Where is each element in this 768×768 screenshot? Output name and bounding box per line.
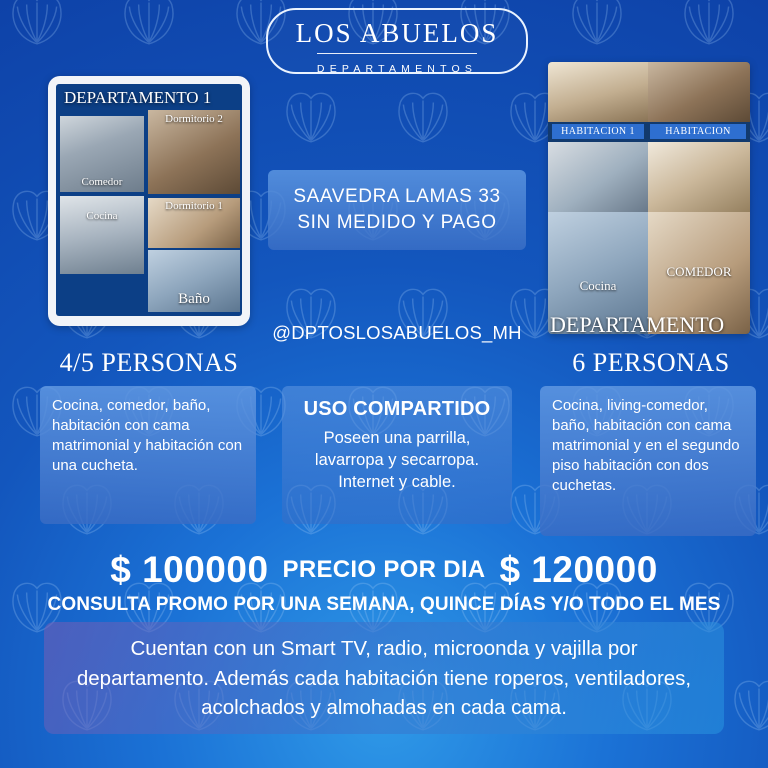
instagram-handle[interactable]: @DPTOSLOSABUELOS_MH <box>272 322 522 343</box>
shell-ornament-icon <box>728 676 768 734</box>
photo-room-mid-left <box>548 142 648 212</box>
photo-dormitorio-1 <box>148 198 240 248</box>
photo-caption: Baño <box>178 291 210 307</box>
shared-use-body: Poseen una parrilla, lavarropa y secarropa. Internet y cable. <box>314 428 480 492</box>
photo-room-upper-left <box>548 62 648 122</box>
price-label: PRECIO POR DIA <box>282 556 486 583</box>
shared-use-panel <box>282 386 512 524</box>
capacity-right: 6 PERSONAS <box>572 348 730 377</box>
logo-divider <box>317 53 477 54</box>
price-left: $ 100000 <box>110 549 269 590</box>
photo-room-upper-right <box>648 62 750 122</box>
apartment-2-collage <box>548 62 750 334</box>
photo-caption: COMEDOR <box>666 264 732 279</box>
brand-logo <box>266 8 528 74</box>
photo-bano <box>148 250 240 312</box>
photo-comedor <box>60 116 144 192</box>
photo-cocina <box>60 196 144 274</box>
apartment-2-title: DEPARTAMENTO <box>550 312 725 334</box>
amenities-right-panel: Cocina, living-comedor, baño, habitación con cama matrimonial y en el segundo piso habitación con dos cuchetas. <box>540 386 756 536</box>
photo-room-mid-right <box>648 142 750 212</box>
photo-caption: Comedor <box>81 176 123 188</box>
brand-title: LOS ABUELOS <box>295 18 499 48</box>
shell-ornament-icon <box>118 0 180 48</box>
label-habitacion-1: HABITACION 1 <box>552 124 644 139</box>
photo-caption: Cocina <box>86 210 118 222</box>
photo-caption: Dormitorio 2 <box>165 113 223 125</box>
price-row <box>0 548 768 592</box>
shell-ornament-icon <box>678 0 740 48</box>
price-right: $ 120000 <box>499 549 658 590</box>
address-line-1: SAAVEDRA LAMAS 33 <box>293 186 501 207</box>
address-panel <box>268 170 526 250</box>
shell-ornament-icon <box>6 0 68 48</box>
brand-subtitle: DEPARTAMENTOS <box>316 63 478 75</box>
apartment-1-collage <box>56 84 242 316</box>
label-habitacion-2: HABITACION <box>650 124 746 139</box>
apartment-1-title: DEPARTAMENTO 1 <box>64 88 212 107</box>
amenities-left-panel: Cocina, comedor, baño, habitación con cama matrimonial y habitación con una cucheta. <box>40 386 256 524</box>
shell-ornament-icon <box>392 88 454 146</box>
address-line-2: SIN MEDIDO Y PAGO <box>297 212 497 233</box>
promo-text: CONSULTA PROMO POR UNA SEMANA, QUINCE DÍAS Y/O TODO EL MES <box>47 594 721 615</box>
shell-ornament-icon <box>280 88 342 146</box>
shell-ornament-icon <box>566 0 628 48</box>
capacity-left: 4/5 PERSONAS <box>59 348 239 377</box>
bottom-note-panel: Cuentan con un Smart TV, radio, microonda y vajilla por departamento. Además cada habitación tiene roperos, ventiladores, acolchados y almohadas en cada cama. <box>44 622 724 734</box>
apartment-2-photo-card <box>548 62 750 334</box>
apartment-1-photo-card <box>48 76 250 326</box>
shared-use-headline: USO COMPARTIDO <box>303 398 491 420</box>
photo-caption: Cocina <box>579 278 617 293</box>
photo-caption: Dormitorio 1 <box>165 200 223 212</box>
photo-dormitorio-2 <box>148 110 240 194</box>
